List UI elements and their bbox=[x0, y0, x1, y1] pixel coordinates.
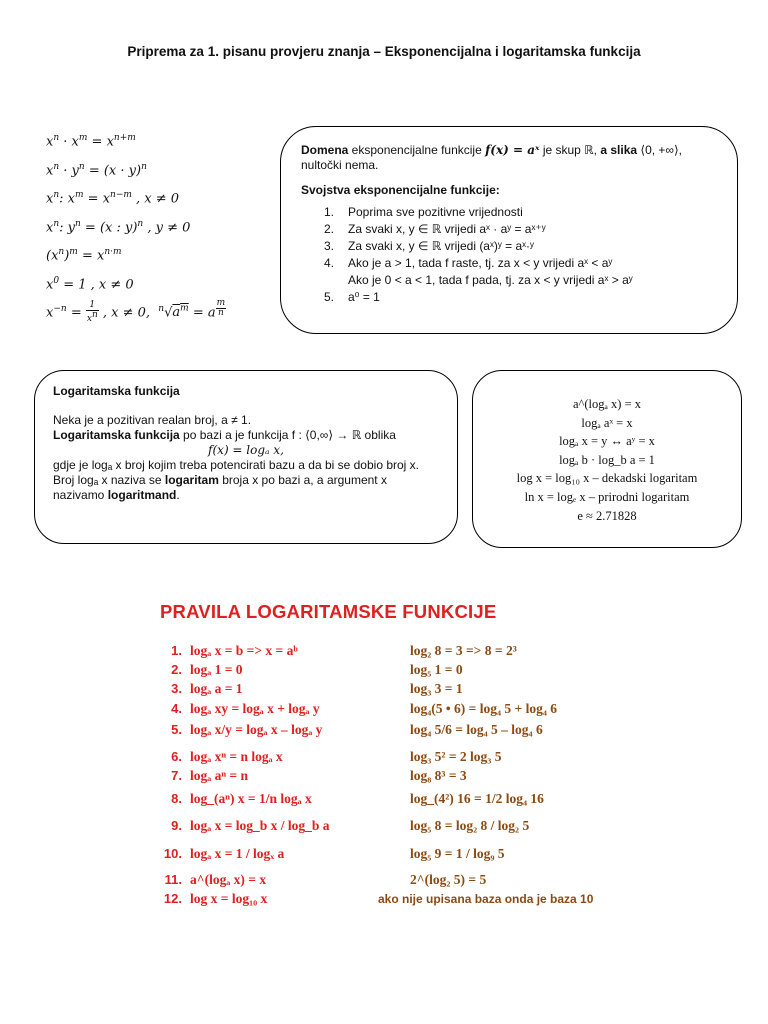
rule-row bbox=[160, 749, 760, 769]
log-definition-line-1: Neka je a pozitivan realan broj, a ≠ 1. bbox=[53, 413, 252, 427]
rule-row bbox=[160, 643, 760, 663]
range-text: ⟨0, +∞⟩, nultočki nema. bbox=[301, 143, 682, 172]
exponent-rule-2: $x^n \cdot y^n = (x \cdot y)^n$ bbox=[46, 161, 147, 178]
property-text: Za svaki x, y ∈ ℝ vrijedi aˣ · aʸ = aˣ⁺ʸ bbox=[348, 222, 546, 236]
domain-paragraph bbox=[301, 143, 721, 173]
rule-formula: logₐ x = log_b x / log_b a bbox=[190, 818, 330, 833]
exponential-function-box bbox=[280, 126, 738, 334]
log-definition-line-5 bbox=[53, 473, 439, 503]
logarithmand-term: logaritmand bbox=[107, 488, 177, 502]
rule-formula: log_(aⁿ) x = 1/n logₐ x bbox=[190, 791, 312, 806]
rule-example: log₃ 5² = 2 log₃ 5 bbox=[410, 749, 502, 764]
rule-formula: logₐ xⁿ = n logₐ x bbox=[190, 749, 283, 764]
function-formula: f(x) = aˣ bbox=[485, 143, 540, 157]
property-number: 5. bbox=[324, 290, 335, 304]
exponent-rule-4: $x^n$: $y^n = (x$ : y)$^n$ , y ≠ 0 bbox=[46, 218, 191, 235]
identity-line: log x = log₁₀ x – dekadski logaritam bbox=[516, 471, 698, 486]
exponent-rule-5: $(x^n)^m = x^{n\cdot m}$ bbox=[46, 247, 122, 264]
property-item bbox=[324, 272, 721, 289]
log-box-heading: Logaritamska funkcija bbox=[53, 384, 180, 398]
rule-example: 2^(log₂ 5) = 5 bbox=[410, 872, 487, 887]
properties-heading: Svojstva eksponencijalne funkcije: bbox=[301, 183, 500, 197]
log-definition-rest: po bazi a je funkcija f : ⟨0,∞⟩ → ℝ oblika bbox=[179, 428, 396, 442]
property-item bbox=[324, 238, 721, 255]
properties-list bbox=[324, 204, 721, 306]
exponent-rule-7: $x^{-n}$ = $\frac{1}{x^n}$ , x ≠ 0, $^n√a^m = a$ $^{\frac{m}{n}}$ bbox=[46, 298, 226, 325]
rule-formula: logₐ x = 1 / logₓ a bbox=[190, 846, 285, 861]
property-item bbox=[324, 255, 721, 272]
rule-number: 8. bbox=[171, 791, 182, 806]
rule-row bbox=[160, 818, 760, 838]
rule-row bbox=[160, 791, 760, 811]
property-text: a⁰ = 1 bbox=[348, 290, 380, 304]
exponent-rule-3: $x^n$: $x^m = x^{n-m}$ , x ≠ 0 bbox=[46, 190, 180, 207]
exponent-rule-6: $x^0 = 1$ , x ≠ 0 bbox=[46, 275, 134, 292]
rule-example: log₅ 8 = log₂ 8 / log₂ 5 bbox=[410, 818, 530, 833]
rule-number: 5. bbox=[171, 722, 182, 737]
rule-formula: logₐ aⁿ = n bbox=[190, 768, 248, 783]
exponent-rules-list bbox=[46, 128, 276, 328]
domain-text-2: je skup ℝ, bbox=[539, 143, 601, 157]
rule-number: 10. bbox=[163, 846, 182, 861]
log-definition-line-2 bbox=[53, 428, 439, 443]
rules-title: PRAVILA LOGARITAMSKE FUNKCIJE bbox=[160, 601, 497, 622]
rule-row bbox=[160, 722, 760, 742]
rule-example: log₃ 3 = 1 bbox=[410, 681, 463, 696]
rule-example: log₅ 9 = 1 / log₉ 5 bbox=[410, 846, 505, 861]
property-number: 2. bbox=[324, 222, 335, 236]
rule-number: 9. bbox=[171, 818, 182, 833]
property-text: Ako je a > 1, tada f raste, tj. za x < y vrijedi aˣ < aʸ bbox=[348, 256, 613, 270]
property-number: 3. bbox=[324, 239, 335, 253]
log-definition-line-4: gdje je logₐ x broj kojim treba potencirati bazu a da bi se dobio broj x. bbox=[53, 458, 420, 472]
rule-formula: a^(logₐ x) = x bbox=[190, 872, 267, 887]
log-text-end: . bbox=[176, 488, 180, 502]
rule-row bbox=[160, 846, 760, 866]
rule-formula: logₐ a = 1 bbox=[190, 681, 243, 696]
logarithm-term: logaritam bbox=[164, 473, 219, 487]
identity-line: logₐ b · log_b a = 1 bbox=[559, 452, 655, 467]
rule-formula: logₐ 1 = 0 bbox=[190, 662, 243, 677]
property-text: Za svaki x, y ∈ ℝ vrijedi (aˣ)ʸ = aˣ·ʸ bbox=[348, 239, 534, 253]
identity-line: ln x = logₑ x – prirodni logaritam bbox=[524, 489, 690, 504]
rule-number: 7. bbox=[171, 768, 182, 783]
domain-label: Domena bbox=[301, 143, 349, 157]
rule-number: 2. bbox=[171, 662, 182, 677]
rule-row bbox=[160, 872, 760, 892]
log-text-a: Broj logₐ x naziva se bbox=[53, 473, 165, 487]
rule-note: ako nije upisana baza onda je baza 10 bbox=[378, 892, 594, 906]
property-item bbox=[324, 221, 721, 238]
property-item bbox=[324, 289, 721, 306]
property-number: 1. bbox=[324, 205, 335, 219]
identity-line: e ≈ 2.71828 bbox=[577, 508, 637, 523]
page-title: Priprema za 1. pisanu provjeru znanja – Eksponencijalna i logaritamska funkcija bbox=[127, 44, 641, 59]
rule-number: 6. bbox=[171, 749, 182, 764]
identity-line: a^(logₐ x) = x bbox=[572, 397, 642, 411]
rule-row bbox=[160, 662, 760, 682]
rule-example: log₄(5 • 6) = log₄ 5 + log₄ 6 bbox=[410, 701, 557, 716]
rule-row bbox=[160, 681, 760, 701]
property-text: Ako je 0 < a < 1, tada f pada, tj. za x < y vrijedi aˣ > aʸ bbox=[348, 273, 633, 287]
property-text: Poprima sve pozitivne vrijednosti bbox=[348, 205, 523, 219]
log-text-b: broja x po bazi a, a argument x nazivamo bbox=[53, 473, 387, 502]
rule-number: 4. bbox=[171, 701, 182, 716]
rule-formula: log x = log₁₀ x bbox=[190, 891, 268, 906]
property-item bbox=[324, 204, 721, 221]
rule-example: log₅ 1 = 0 bbox=[410, 662, 463, 677]
rule-formula: logₐ x = b => x = aᵇ bbox=[190, 643, 298, 658]
rule-row bbox=[160, 891, 760, 911]
log-function-term: Logaritamska funkcija bbox=[53, 428, 180, 442]
log-function-formula: f(x) = logₐ x, bbox=[208, 443, 284, 457]
exponent-rule-1: $x^n \cdot x^m = x^{n+m}$ bbox=[46, 133, 136, 150]
rule-number: 12. bbox=[163, 891, 182, 906]
rule-example: log_(4²) 16 = 1/2 log₄ 16 bbox=[410, 791, 544, 806]
log-identities-box bbox=[472, 370, 742, 548]
rule-formula: logₐ xy = logₐ x + logₐ y bbox=[190, 701, 320, 716]
domain-text-1: eksponencijalne funkcije bbox=[348, 143, 486, 157]
rule-row bbox=[160, 701, 760, 721]
rule-row bbox=[160, 768, 760, 788]
identity-line: logₐ x = y ↔ aʸ = x bbox=[559, 434, 655, 449]
range-label: a slika bbox=[600, 143, 638, 157]
rule-example: log₈ 8³ = 3 bbox=[410, 768, 467, 783]
rule-example: log₂ 8 = 3 => 8 = 2³ bbox=[410, 643, 517, 658]
property-number: 4. bbox=[324, 256, 335, 270]
rule-number: 3. bbox=[171, 681, 182, 696]
rule-formula: logₐ x/y = logₐ x – logₐ y bbox=[190, 722, 323, 737]
rule-example: log₄ 5/6 = log₄ 5 – log₄ 6 bbox=[410, 722, 543, 737]
identity-line: logₐ aˣ = x bbox=[581, 415, 633, 430]
rule-number: 11. bbox=[164, 872, 182, 887]
rule-number: 1. bbox=[171, 643, 182, 658]
logarithmic-function-box bbox=[34, 370, 458, 544]
